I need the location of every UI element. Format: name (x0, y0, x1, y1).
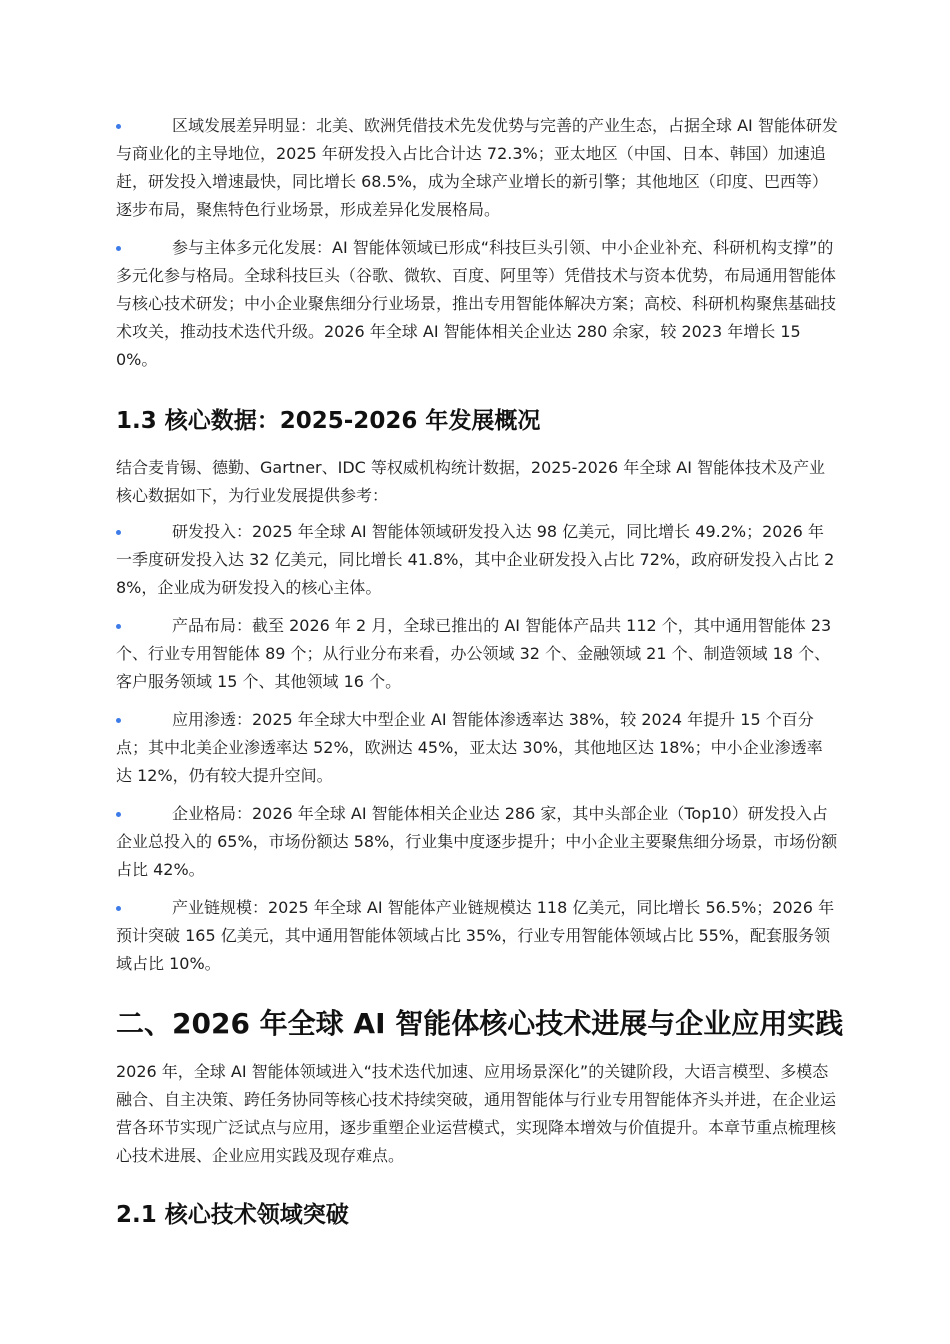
list-item (116, 800, 838, 884)
chapter-intro: 2026 年，全球 AI 智能体领域进入“技术迭代加速、应用场景深化”的关键阶段，大语言模型、多模态融合、自主决策、跨任务协同等核心技术持续突破，通用智能体与行业专用智能体齐头并进，在企业运营各环节实现广泛试点与应用，逐步重塑企业运营模式，实现降本增效与价值提升。本章节重点梳理核心技术进展、企业应用实践及现存难点。 (116, 1062, 837, 1165)
list-item (116, 518, 838, 602)
bullet-icon (116, 624, 121, 629)
page-content (116, 112, 844, 1232)
list-item-text: 参与主体多元化发展：AI 智能体领域已形成“科技巨头引领、中小企业补充、科研机构支撑”的多元化参与格局。全球科技巨头（谷歌、微软、百度、阿里等）凭借技术与资本优势，布局通用智能体与核心技术研发；中小企业聚焦细分行业场景，推出专用智能体解决方案；高校、科研机构聚焦基础技术攻关，推动技术迭代升级。2026 年全球 AI 智能体相关企业达 280 余家，较 2023 年增长 150%。 (116, 238, 837, 369)
bullet-icon (116, 530, 121, 535)
bullet-icon (116, 812, 121, 817)
section-intro: 结合麦肯锡、德勤、Gartner、IDC 等权威机构统计数据，2025-2026 年全球 AI 智能体技术及产业核心数据如下，为行业发展提供参考： (116, 458, 826, 505)
list-item (116, 706, 838, 790)
chapter-heading-2: 二、2026 年全球 AI 智能体核心技术进展与企业应用实践 (116, 1007, 844, 1040)
bullet-icon (116, 906, 121, 911)
list-item (116, 234, 838, 374)
bullet-icon (116, 718, 121, 723)
list-item-text: 企业格局：2026 年全球 AI 智能体相关企业达 286 家，其中头部企业（Top10）研发投入占企业总投入的 65%，市场份额达 58%，行业集中度逐步提升；中小企业主要聚焦细分场景，市场份额占比 42%。 (116, 804, 838, 879)
list-item (116, 612, 838, 696)
list-item-text: 产业链规模：2025 年全球 AI 智能体产业链规模达 118 亿美元，同比增长 56.5%；2026 年预计突破 165 亿美元，其中通用智能体领域占比 35%，行业专用智能体领域占比 55%，配套服务领域占比 10%。 (116, 898, 835, 973)
section-heading-2-1: 2.1 核心技术领域突破 (116, 1202, 349, 1228)
list-item-text: 应用渗透：2025 年全球大中型企业 AI 智能体渗透率达 38%，较 2024 年提升 15 个百分点；其中北美企业渗透率达 52%，欧洲达 45%，亚太达 30%，其他地区达 18%；中小企业渗透率达 12%，仍有较大提升空间。 (116, 710, 823, 785)
section-heading-1-3: 1.3 核心数据：2025-2026 年发展概况 (116, 408, 541, 434)
bullet-icon (116, 124, 121, 129)
list-item (116, 894, 838, 978)
bullet-icon (116, 246, 121, 251)
list-item (116, 112, 838, 224)
list-item-text: 区域发展差异明显：北美、欧洲凭借技术先发优势与完善的产业生态，占据全球 AI 智能体研发与商业化的主导地位，2025 年研发投入占比合计达 72.3%；亚太地区（中国、日本、韩国）加速追赶，研发投入增速最快，同比增长 68.5%，成为全球产业增长的新引擎；其他地区（印度、巴西等）逐步布局，聚焦特色行业场景，形成差异化发展格局。 (116, 116, 838, 219)
list-item-text: 研发投入：2025 年全球 AI 智能体领域研发投入达 98 亿美元，同比增长 49.2%；2026 年一季度研发投入达 32 亿美元，同比增长 41.8%，其中企业研发投入占比 72%，政府研发投入占比 28%，企业成为研发投入的核心主体。 (116, 522, 835, 597)
list-item-text: 产品布局：截至 2026 年 2 月，全球已推出的 AI 智能体产品共 112 个，其中通用智能体 23 个、行业专用智能体 89 个；从行业分布来看，办公领域 32 个、金融领域 21 个、制造领域 18 个、客户服务领域 15 个、其他领域 16 个。 (116, 616, 832, 691)
